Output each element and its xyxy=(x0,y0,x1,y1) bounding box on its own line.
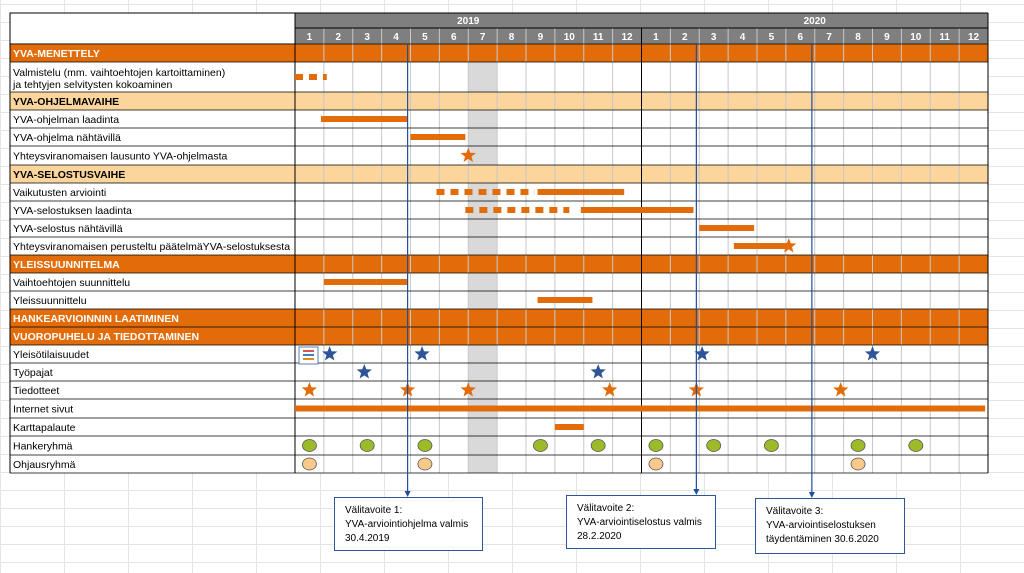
schedule-bar xyxy=(699,225,754,231)
month-label: 12 xyxy=(968,32,980,43)
highlight-column-cell xyxy=(468,345,497,363)
plain-column-cell xyxy=(815,455,844,473)
schedule-bar xyxy=(538,189,625,195)
milestone-3-date: täydentäminen 30.6.2020 xyxy=(766,534,879,545)
section-row xyxy=(10,255,988,273)
month-label: 1 xyxy=(306,32,313,43)
row-label: Yhteysviranomaisen lausunto YVA-ohjelmasta xyxy=(13,150,228,163)
row-label: Valmistelu (mm. vaihtoehtojen kartoittaminen) xyxy=(13,67,226,79)
highlight-column-cell xyxy=(468,291,497,309)
section-label: HANKEARVIOINNIN LAATIMINEN xyxy=(13,313,179,325)
plain-column-cell xyxy=(815,219,844,237)
green-meeting-circle xyxy=(649,440,663,452)
section-row xyxy=(10,44,988,62)
green-meeting-circle xyxy=(707,440,721,452)
row-label: Yleissuunnittelu xyxy=(13,295,87,307)
month-label: 6 xyxy=(451,32,457,43)
month-label: 10 xyxy=(910,32,922,43)
row-label: YVA-selostus nähtävillä xyxy=(13,223,123,235)
month-label: 7 xyxy=(826,32,832,43)
highlight-column-cell xyxy=(468,273,497,291)
milestone-3-title: Välitavoite 3: xyxy=(766,506,824,517)
green-meeting-circle xyxy=(360,440,374,452)
plain-column-cell xyxy=(815,62,844,92)
plain-column-cell xyxy=(815,363,844,381)
section-row xyxy=(10,92,988,110)
schedule-bar xyxy=(734,243,789,249)
green-meeting-circle xyxy=(533,440,547,452)
schedule-bar xyxy=(324,279,408,285)
schedule-bar xyxy=(538,297,593,303)
green-meeting-circle xyxy=(909,440,923,452)
plain-column-cell xyxy=(815,110,844,128)
plain-column-cell xyxy=(815,128,844,146)
highlight-column-cell xyxy=(468,219,497,237)
peach-meeting-circle xyxy=(851,458,865,470)
highlight-column-cell xyxy=(468,128,497,146)
month-label: 8 xyxy=(508,32,515,43)
peach-meeting-circle xyxy=(302,458,316,470)
schedule-bar xyxy=(411,134,466,140)
peach-meeting-circle xyxy=(418,458,432,470)
plain-column-cell xyxy=(815,418,844,436)
year-label-2019: 2019 xyxy=(457,16,480,27)
row-label: Yleisötilaisuudet xyxy=(13,349,89,361)
plain-column-cell xyxy=(815,273,844,291)
row-label: YVA-ohjelma nähtävillä xyxy=(13,132,121,144)
green-meeting-circle xyxy=(851,440,865,452)
row-label: Internet sivut xyxy=(13,403,74,416)
plain-column-cell xyxy=(815,436,844,455)
row-label: YVA-selostuksen laadinta xyxy=(13,205,132,217)
green-meeting-circle xyxy=(302,440,316,452)
section-label: YLEISSUUNNITELMA xyxy=(13,259,120,271)
month-label: 11 xyxy=(592,32,604,43)
month-label: 10 xyxy=(563,32,575,43)
section-row xyxy=(10,165,988,183)
month-label: 2 xyxy=(682,32,688,43)
month-label: 1 xyxy=(653,32,659,43)
month-label: 6 xyxy=(797,32,804,43)
month-label: 12 xyxy=(621,32,633,43)
month-label: 4 xyxy=(393,32,399,43)
month-label: 3 xyxy=(364,32,370,43)
row-label: Työpajat xyxy=(13,367,53,379)
month-label: 2 xyxy=(335,32,342,43)
milestone-callout-3 xyxy=(755,498,905,554)
schedule-bar xyxy=(295,406,985,412)
schedule-bar xyxy=(581,207,694,213)
row-label: Karttapalaute xyxy=(13,422,76,434)
schedule-bar xyxy=(555,424,584,430)
month-label: 7 xyxy=(479,32,486,43)
schedule-bar xyxy=(321,116,408,122)
row-label: Hankeryhmä xyxy=(13,440,73,453)
highlight-column-cell xyxy=(468,110,497,128)
year-label-2020: 2020 xyxy=(803,16,826,27)
plain-column-cell xyxy=(815,201,844,219)
milestone-2-date: 28.2.2020 xyxy=(577,531,622,542)
month-label: 5 xyxy=(768,32,775,43)
milestone-3-text: YVA-arviointiselostuksen xyxy=(766,520,876,531)
milestone-callout-1 xyxy=(334,497,483,551)
highlight-column-cell xyxy=(468,62,497,92)
peach-meeting-circle xyxy=(649,458,663,470)
row-label: Yhteysviranomaisen perusteltu päätelmäYVA-selostuksesta xyxy=(13,241,291,253)
month-label: 9 xyxy=(884,32,890,43)
row-label: YVA-ohjelman laadinta xyxy=(13,114,120,126)
row-label: Vaihtoehtojen suunnittelu xyxy=(13,277,131,289)
month-label: 11 xyxy=(939,32,950,43)
row-label: ja tehtyjen selvitysten kokoaminen xyxy=(13,79,173,91)
green-meeting-circle xyxy=(418,440,432,452)
month-label: 5 xyxy=(422,32,428,43)
plain-column-cell xyxy=(815,183,844,201)
highlight-column-cell xyxy=(468,455,497,473)
green-meeting-circle xyxy=(591,440,605,452)
highlight-column-cell xyxy=(468,237,497,255)
plain-column-cell xyxy=(815,237,844,255)
month-label: 9 xyxy=(537,32,544,43)
plain-column-cell xyxy=(815,146,844,165)
document-icon xyxy=(299,347,318,364)
month-label: 3 xyxy=(710,32,717,43)
green-meeting-circle xyxy=(764,440,778,452)
section-label: YVA-OHJELMAVAIHE xyxy=(13,96,120,108)
row-label: Vaikutusten arviointi xyxy=(13,187,107,199)
plain-column-cell xyxy=(815,345,844,363)
plain-column-cell xyxy=(815,291,844,309)
highlight-column-cell xyxy=(468,363,497,381)
row-label: Tiedotteet xyxy=(13,385,60,397)
section-label: YVA-SELOSTUSVAIHE xyxy=(13,169,126,181)
header-corner xyxy=(10,13,295,44)
milestone-2-title: Välitavoite 2: xyxy=(577,503,635,514)
milestone-callout-2 xyxy=(566,495,716,549)
month-label: 8 xyxy=(855,32,861,43)
milestone-1-title: Välitavoite 1: xyxy=(345,505,403,516)
milestone-1-text: YVA-arviointiohjelma valmis xyxy=(345,519,469,530)
milestone-2-text: YVA-arviointiselostus valmis xyxy=(577,517,702,528)
row-label: Ohjausryhmä xyxy=(13,459,76,471)
section-label: VUOROPUHELU JA TIEDOTTAMINEN xyxy=(13,331,200,343)
section-label: YVA-MENETTELY xyxy=(13,48,100,60)
highlight-column-cell xyxy=(468,418,497,436)
milestone-1-date: 30.4.2019 xyxy=(345,533,390,544)
month-label: 4 xyxy=(739,32,746,43)
highlight-column-cell xyxy=(468,436,497,455)
